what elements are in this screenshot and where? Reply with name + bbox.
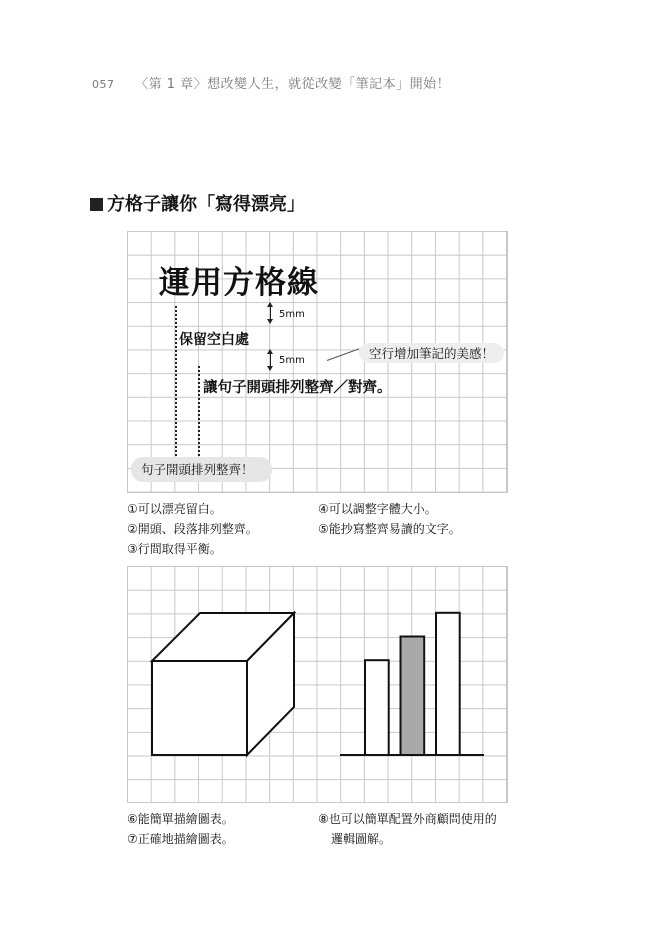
list-item: ②開頭、段落排列整齊。 [127,522,258,536]
bar-1 [365,660,389,755]
benefits-list-left-2 [127,809,234,849]
align-label: 讓句子開頭排列整齊／對齊。 [203,380,392,396]
spacing-arrow-bottom [270,350,271,370]
bar-3 [436,613,460,755]
bubble-aligned-starts: 句子開頭排列整齊！ [131,457,272,482]
list-item: ④可以調整字體大小。 [318,502,437,516]
bar-2 [401,637,425,756]
benefits-list-right-2 [318,809,497,849]
cube-front-face [152,661,247,755]
spacing-arrow-top [270,303,271,323]
benefits-list-left-1 [127,499,258,559]
grid-figure-drawing [127,566,508,803]
dotted-guide-line-2 [198,366,200,456]
spacing-label-bottom: 5mm [279,355,305,366]
list-item: ⑦正確地描繪圖表。 [127,832,234,846]
dotted-guide-line-1 [175,306,177,456]
list-item: ⑤能抄寫整齊易讀的文字。 [318,522,461,536]
list-item: ⑥能簡單描繪圖表。 [127,812,234,826]
list-item: 邏輯圖解。 [331,832,392,846]
cube-drawing [152,613,294,755]
keep-space-label: 保留空白處 [179,332,249,348]
callout-leader-line [327,348,359,361]
bar-drawing [365,613,460,755]
page-number: 057 [92,78,115,91]
benefits-list-right-1 [318,499,461,539]
chapter-title: 〈第 1 章〉想改變人生，就從改變「筆記本」開始！ [135,77,451,92]
grid-figure-writing [127,231,508,493]
spacing-label-top: 5mm [279,309,305,320]
running-header [92,73,450,92]
drawing-canvas [127,566,507,802]
list-item: ③行間取得平衡。 [127,542,222,556]
section-title [90,190,305,216]
callout-blank-line: 空行增加筆記的美感！ [359,343,504,363]
figure-title: 運用方格線 [159,265,319,301]
list-item: ①可以漂亮留白。 [127,502,222,516]
section-title-text: 方格子讓你「寫得漂亮」 [107,194,305,215]
list-item: ⑧也可以簡單配置外商顧問使用的 [318,812,497,826]
square-bullet-icon [90,198,103,211]
